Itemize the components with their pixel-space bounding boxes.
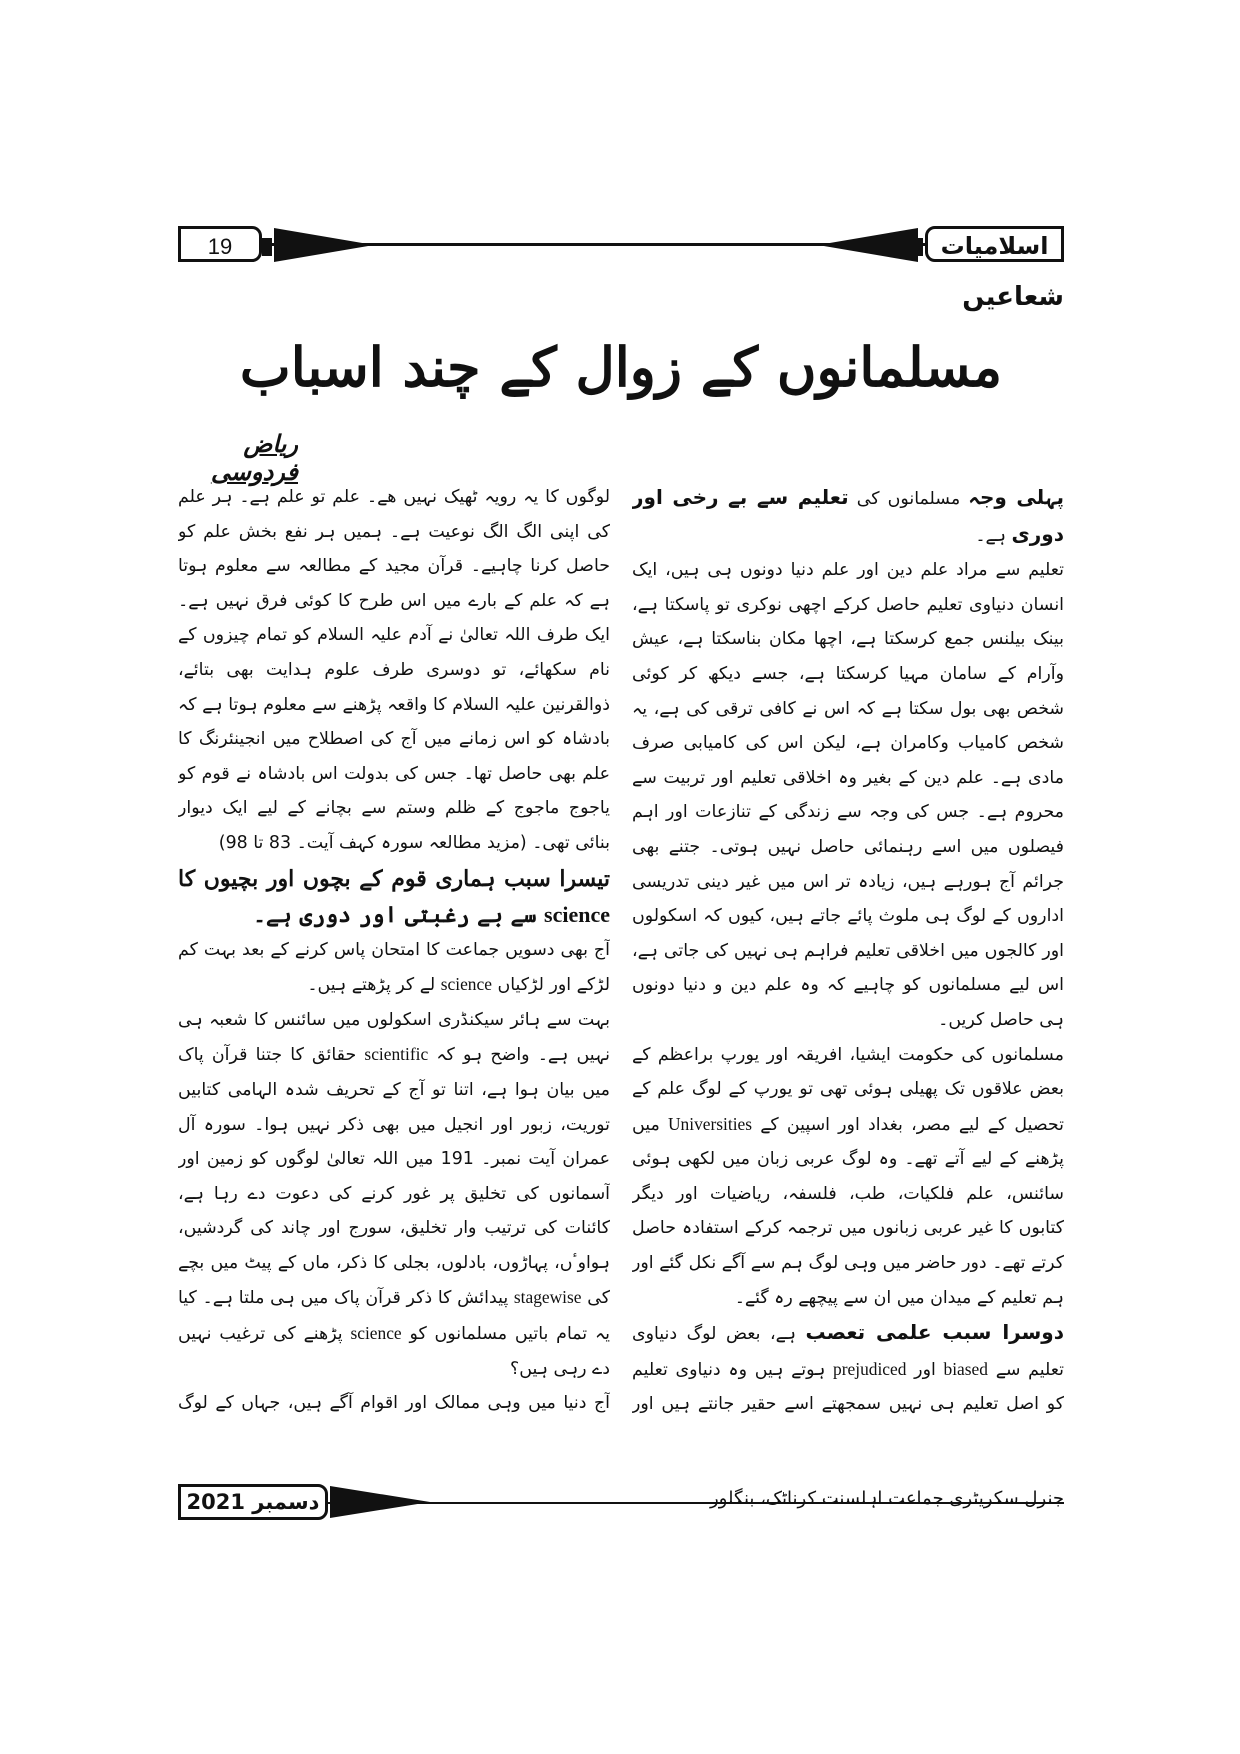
article-column-left <box>178 480 610 1420</box>
text-run: پیدائش کا ذکر قرآن پاک میں ہی ملتا ہے۔ کیا یہ تمام باتیں مسلمانوں کو <box>178 1288 610 1345</box>
latin-term: Universities <box>667 1113 753 1134</box>
text-run: مسلمانوں کی حکومت ایشیا، افریقہ اور یورپ براعظم کے بعض علاقوں تک پھیلی ہوئی تھی تو یورپ کے لوگ علم کے تحصیل کے لیے مصر، بغداد اور اسپین کے <box>632 1044 1064 1135</box>
paragraph <box>632 1315 1064 1420</box>
lead-bold: پہلی وجہ <box>968 485 1064 509</box>
latin-term: science <box>350 1323 402 1344</box>
paragraph <box>178 1386 610 1420</box>
latin-term: scientific <box>364 1044 429 1065</box>
latin-term: science <box>440 974 492 995</box>
article-column-right <box>632 480 1064 1420</box>
latin-term: science <box>544 901 610 927</box>
header-ornament-right <box>818 228 918 262</box>
footer-ornament <box>330 1486 430 1518</box>
paragraph <box>632 1038 1064 1316</box>
header-ornament-right-bar <box>913 238 923 256</box>
paragraph <box>178 933 610 1003</box>
text-run: تیسرا سبب ہماری قوم کے بچوں اور بچیوں کا <box>178 865 610 892</box>
paragraph <box>178 1003 610 1387</box>
text-run: میں پڑھنے کے لیے آتے تھے۔ وہ لوگ عربی زبان میں لکھی ہوئی سائنس، علم فلکیات، طب، فلسفہ، ریاضیات اور دیگر کتابوں کا غیر عربی زبانوں میں ترجمہ کرکے استفادہ حاصل کرتے تھے۔ دور حاضر میں وہی لوگ ہم سے آگے نکل گئے اور ہم تعلیم کے میدان میں ان سے پیچھے رہ گئے۔ <box>632 1114 1064 1308</box>
lead-text: مسلمانوں کی <box>848 489 969 509</box>
latin-term: prejudiced <box>833 1358 907 1379</box>
text-run: آج بھی دسویں جماعت کا امتحان پاس کرنے کے بعد بہت کم لڑکے اور لڑکیاں <box>178 939 610 996</box>
text-run: ہوتے ہیں وہ دنیاوی تعلیم کو اصل تعلیم ہی نہیں سمجھتے اسے حقیر جانتے ہیں اور <box>632 1359 1064 1415</box>
second-cause-heading: دوسرا سبب علمی تعصب <box>805 1320 1064 1345</box>
latin-term: biased <box>943 1358 988 1379</box>
header-ornament-left <box>274 228 374 262</box>
issue-date: دسمبر 2021 <box>178 1484 328 1520</box>
lead-bold-topic: تعلیم سے بے رخی اور دوری <box>632 485 1064 546</box>
third-cause-heading <box>178 861 610 933</box>
text-run: حقائق کا جتنا قرآن پاک میں بیان ہوا ہے، اتنا تو آج کے تحریف شدہ الہامی کتابیں توریت، زبور اور انجیل میں بھی ذکر نہیں ہوا۔ سورہ آل عمران آیت نمبر۔ 191 میں اللہ تعالیٰ لوگوں کو زمین اور آسمانوں کی تخلیق پر غور کرنے کی دعوت دے رہا ہے، کائنات کی ترتیب وار تخلیق، سورج اور چاند کی گردشیں، ہواوٴں، پہاڑوں، بادلوں، بجلی کا ذکر، ماں کے پیٹ میں بچے کی <box>178 1045 610 1309</box>
text-run: اور <box>906 1359 944 1380</box>
text-run: لے کر پڑھتے ہیں۔ <box>307 975 441 996</box>
page-number: 19 <box>178 226 262 262</box>
paragraph: تعلیم سے مراد علم دین اور علم دنیا دونوں ہی ہیں، ایک انسان دنیاوی تعلیم حاصل کرکے اچھی نوکری تو پاسکتا ہے، بینک بیلنس جمع کرسکتا ہے، اچھا مکان بناسکتا ہے، عیش وآرام کے سامان مہیا کرسکتا ہے، جسے دیکھ کر کوئی شخص بھی بول سکتا ہے کہ اس نے کافی ترقی کی ہے، یہ شخص کامیاب وکامران ہے، لیکن اس کی کامیابی صرف مادی ہے۔ علم دین کے بغیر وہ اخلاقی تعلیم اور تربیت سے محروم ہے۔ جس کی وجہ سے زندگی کے تنازعات اور اہم فیصلوں میں اسے رہنمائی حاصل نہیں ہوتی۔ جتنے بھی جرائم آج ہورہے ہیں، زیادہ تر اس میں غیر دینی تدریسی اداروں کے لوگ ہی ملوث پائے جاتے ہیں، کیوں کہ اسکولوں اور کالجوں میں اخلاقی تعلیم فراہم ہی نہیں کی جاتی ہے، اس لیے مسلمانوں کو چاہیے کہ وہ علم دین و دنیا دونوں ہی حاصل کریں۔ <box>632 560 1064 1030</box>
latin-term: stagewise <box>513 1287 582 1308</box>
paragraph: لوگوں کا یہ رویہ ٹھیک نہیں ھے۔ علم تو علم ہے۔ ہر علم کی اپنی الگ الگ نوعیت ہے۔ ہمیں ہر نفع بخش علم کو حاصل کرنا چاہیے۔ قرآن مجید کے مطالعہ سے معلوم ہوتا ہے کہ علم کے بارے میں اس طرح کا کوئی فرق نہیں ہے۔ ایک طرف اللہ تعالیٰ نے آدم علیہ السلام کو تمام چیزوں کے نام سکھائے، تو دوسری طرف علوم ہدایت بھی بتائے، ذوالقرنین علیہ السلام کا واقعہ پڑھنے سے معلوم ہوتا ہے کہ بادشاہ کو اس زمانے میں آج کی اصطلاح میں انجینئرنگ کا علم بھی حاصل تھا۔ جس کی بدولت اس بادشاہ نے قوم کو یاجوج ماجوج کے ظلم وستم سے بچانے کے لیے ایک دیوار بنائی تھی۔ (مزید مطالعہ سورہ کہف آیت۔ 83 تا 98) <box>178 487 610 853</box>
header-ornament-left-bar <box>262 238 272 256</box>
magazine-name: اسلامیات <box>925 226 1064 262</box>
text-run: سے بے رغبتی اور دوری ہے۔ <box>253 901 545 928</box>
text-run: آج دنیا میں وہی ممالک اور اقوام آگے ہیں، جہاں کے لوگ <box>178 1393 610 1414</box>
lead-end: ہے۔ <box>975 525 1012 546</box>
article-author: ریاض فردوسی <box>210 430 298 486</box>
author-credit: جنرل سکریٹری جماعت اہلسنت کرناٹک، بنگلور <box>710 1488 1064 1509</box>
paragraph-lead <box>632 480 1064 553</box>
article-title: مسلمانوں کے زوال کے چند اسباب <box>239 335 1003 399</box>
text-run: پڑھنے کی ترغیب نہیں دے رہی ہیں؟ <box>178 1324 610 1379</box>
text-run: بہت سے ہائر سیکنڈری اسکولوں میں سائنس کا شعبہ ہی نہیں ہے۔ واضح ہو کہ <box>178 1009 610 1066</box>
text-run: ہے، بعض لوگ دنیاوی تعلیم سے <box>632 1324 1064 1380</box>
section-label: شعاعیں <box>962 282 1064 312</box>
